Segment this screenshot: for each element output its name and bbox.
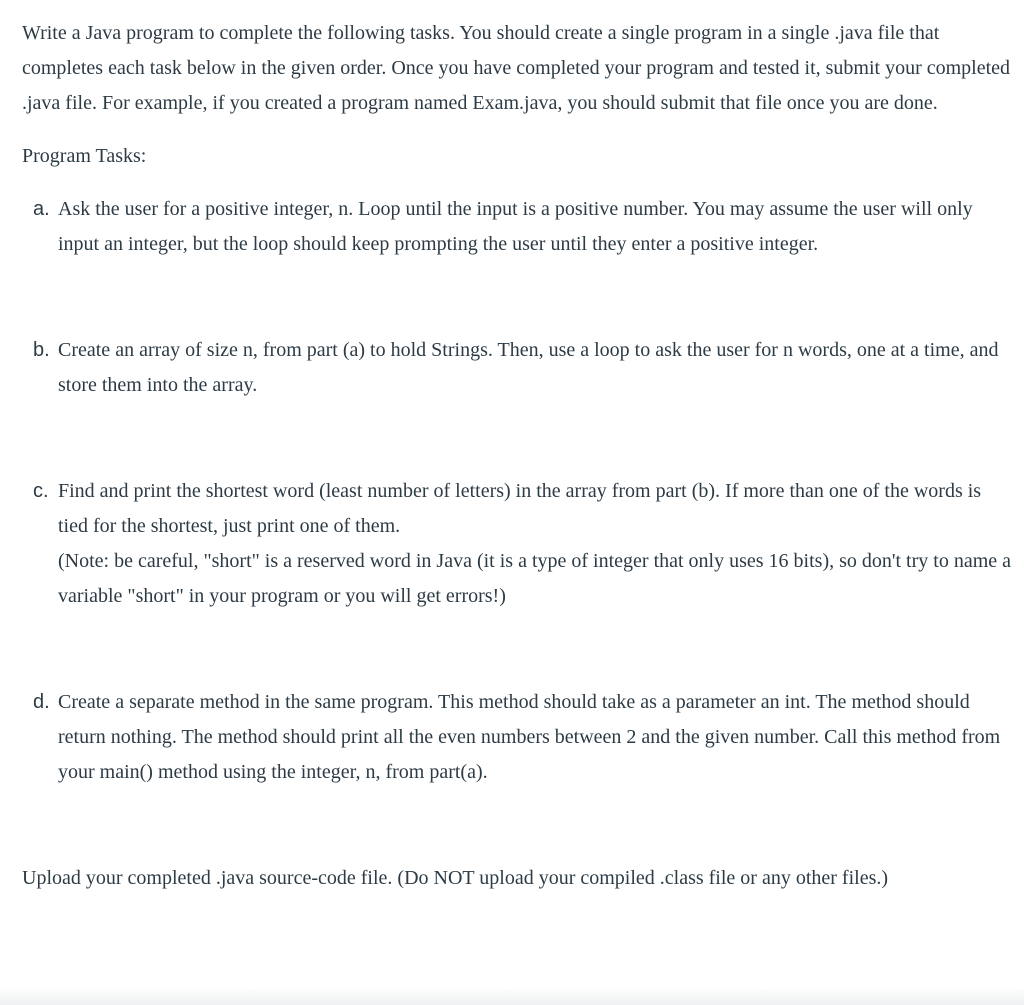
task-marker: a.	[33, 198, 50, 220]
task-note: (Note: be careful, "short" is a reserved word in Java (it is a type of integer that only uses 16 bits), so don't try to name a variable "short" in your program or you will get errors!)	[58, 550, 1012, 607]
assignment-document	[22, 16, 1012, 896]
task-item-d	[22, 685, 1012, 790]
task-marker: c.	[33, 480, 49, 502]
task-item-b	[22, 333, 1012, 403]
task-item-a	[22, 192, 1012, 262]
task-marker: d.	[33, 691, 50, 713]
task-item-c	[22, 474, 1012, 614]
bottom-fade	[0, 987, 1024, 1005]
task-text: Ask the user for a positive integer, n. Loop until the input is a positive number. You may assume the user will only input an integer, but the loop should keep prompting the user until they enter a positive integer.	[58, 198, 973, 255]
program-tasks-heading: Program Tasks:	[22, 145, 147, 167]
task-text: Find and print the shortest word (least number of letters) in the array from part (b). If more than one of the words is tied for the shortest, just print one of them.	[58, 480, 982, 537]
intro-paragraph: Write a Java program to complete the following tasks. You should create a single program in a single .java file that completes each task below in the given order. Once you have completed your program and tested it, submit your completed .java file. For example, if you created a program named Exam.java, you should submit that file once you are done.	[22, 22, 1011, 114]
task-text: Create a separate method in the same program. This method should take as a parameter an int. The method should return nothing. The method should print all the even numbers between 2 and the given number. Call this method from your main() method using the integer, n, from part(a).	[58, 691, 1001, 783]
upload-instructions: Upload your completed .java source-code file. (Do NOT upload your compiled .class file or any other files.)	[22, 867, 889, 889]
task-list	[22, 192, 1012, 790]
task-text: Create an array of size n, from part (a) to hold Strings. Then, use a loop to ask the user for n words, one at a time, and store them into the array.	[58, 339, 999, 396]
task-marker: b.	[33, 339, 50, 361]
